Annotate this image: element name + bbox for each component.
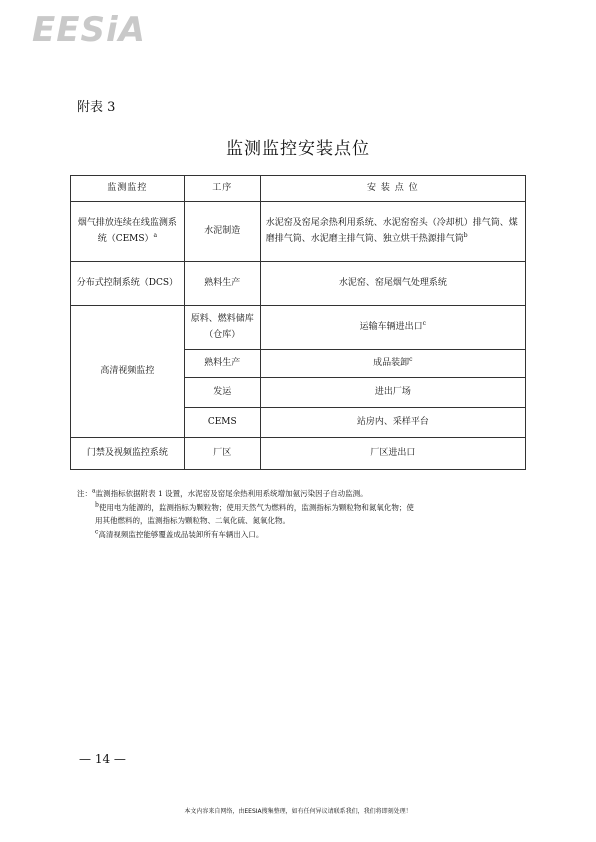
table-row-cems bbox=[71, 202, 526, 262]
table-row-video-1 bbox=[71, 306, 526, 350]
table-row-dcs bbox=[71, 262, 526, 306]
cell-location-video-1 bbox=[260, 306, 525, 350]
note-b-continued bbox=[77, 514, 527, 528]
note-b-text-2: 用其他燃料的，监测指标为颗粒物、二氧化硫、氮氧化物。 bbox=[95, 516, 290, 525]
footer-disclaimer: 本文内容来自网络，由EESIA搜集整理，如有任何异议请联系我们，我们将即刻处理！ bbox=[184, 808, 412, 815]
cell-location-video-4: 站房内、采样平台 bbox=[260, 408, 525, 438]
cell-process-video-1: 原料、燃料储库（仓库） bbox=[184, 306, 260, 350]
cell-location-video-3: 进出厂场 bbox=[260, 378, 525, 408]
note-b-text-1: 使用电为能源的，监测指标为颗粒物；使用天然气为燃料的，监测指标为颗粒物和氮氧化物；使 bbox=[98, 502, 414, 512]
note-a bbox=[77, 487, 527, 501]
cell-process-cems: 水泥制造 bbox=[184, 202, 260, 262]
eesia-logo: EESiA bbox=[32, 10, 146, 50]
note-a-mark: a bbox=[92, 487, 96, 495]
header-process: 工序 bbox=[184, 176, 260, 202]
footnote-mark-b: b bbox=[463, 231, 468, 239]
cell-category-dcs: 分布式控制系统（DCS） bbox=[71, 262, 185, 306]
note-c-mark: c bbox=[95, 528, 99, 535]
note-prefix: 注： bbox=[77, 489, 92, 498]
location-video-1-text: 运输车辆进出口 bbox=[359, 321, 423, 332]
cell-process-dcs: 熟料生产 bbox=[184, 262, 260, 306]
location-video-2-text: 成品装卸 bbox=[373, 357, 410, 368]
cell-category-cems bbox=[71, 202, 185, 262]
header-monitoring: 监测监控 bbox=[71, 176, 185, 202]
cell-category-video: 高清视频监控 bbox=[71, 306, 185, 438]
note-b bbox=[77, 501, 527, 515]
cell-location-dcs: 水泥窑、窑尾烟气处理系统 bbox=[260, 262, 525, 306]
cell-process-gate: 厂区 bbox=[184, 438, 260, 470]
page-title: 监测监控安装点位 bbox=[226, 139, 370, 159]
category-cems-text: 烟气排放连续在线监测系统（CEMS） bbox=[77, 218, 177, 244]
cell-location-video-2 bbox=[260, 350, 525, 378]
footnote-mark-c: c bbox=[422, 319, 427, 327]
header-location: 安 装 点 位 bbox=[260, 176, 525, 202]
table-header-row bbox=[71, 176, 526, 202]
note-a-text: 监测指标依据附表 1 设置，水泥窑及窑尾余热利用系统增加氨污染因子自动监测。 bbox=[95, 489, 368, 498]
note-c-text: 高清视频监控能够覆盖成品装卸所有车辆出入口。 bbox=[98, 529, 264, 539]
table-notes bbox=[77, 487, 527, 541]
note-b-mark: b bbox=[95, 501, 99, 508]
appendix-label: 附表 3 bbox=[77, 100, 116, 115]
cell-location-cems bbox=[260, 202, 525, 262]
note-c bbox=[77, 528, 527, 542]
page-number: — 14 — bbox=[79, 752, 126, 766]
cell-process-video-4: CEMS bbox=[184, 408, 260, 438]
location-cems-text: 水泥窑及窑尾余热利用系统、水泥窑窑头（冷却机）排气筒、煤磨排气筒、水泥磨主排气筒、独立烘干热源排气筒 bbox=[265, 218, 518, 244]
footnote-mark-c: c bbox=[409, 355, 413, 363]
cell-category-gate: 门禁及视频监控系统 bbox=[71, 438, 185, 470]
cell-process-video-3: 发运 bbox=[184, 378, 260, 408]
cell-process-video-2: 熟料生产 bbox=[184, 350, 260, 378]
table-row-gate bbox=[71, 438, 526, 470]
footnote-mark-a: a bbox=[153, 231, 158, 239]
monitoring-table bbox=[70, 175, 526, 470]
cell-location-gate: 厂区进出口 bbox=[260, 438, 525, 470]
